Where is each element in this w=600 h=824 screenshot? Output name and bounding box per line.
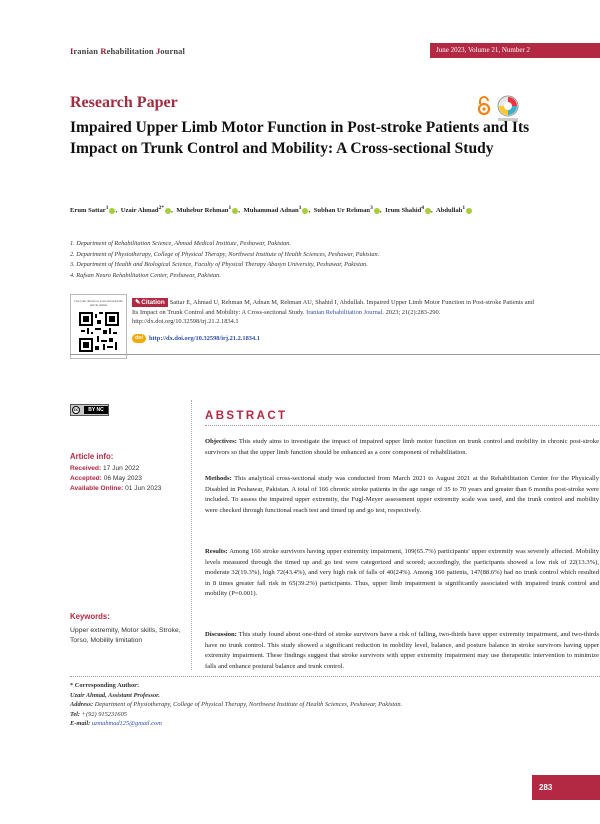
methods-text: This analytical cross-sectional study was conducted from March 2021 to August 2021 at the Rehabilitation Center for the Physically Disabled in Peshawar, Pakistan. A total of 166 chronic stroke patients in the age range of 35 to 70 years and greater than 6 months post-stroke were included. To assess the impaired upper extremity, the Fugl-Meyer assessment upper extremity scale was used, and the trunk control and mobility were checked through functional reach test and timed up and go test, respectively. [205, 475, 599, 514]
citation-journal-link[interactable]: Iranian Rehabilitation Journal. [306, 308, 385, 316]
orcid-icon[interactable] [466, 208, 472, 214]
abstract-discussion [205, 630, 599, 672]
citation-label-text: Citation [141, 299, 165, 306]
author[interactable]: Muhebur Rehman$^1$ , [176, 205, 240, 215]
author-affil: 3 [370, 205, 373, 211]
author-name: Erum Sattar [70, 207, 106, 215]
discussion-text: This study found about one-third of stroke survivors have a risk of falling, two-thirds have upper extremity impairment, and two-thirds have no trunk control. This study showed a significant reduction in mobility level, balance, and posture balance in stroke survivors having upper extremity impairment. These findings suggest that stroke survivors with upper extremity impairment may use therapeutic intervention to minimize falls and enhance postural balance and trunk control. [205, 631, 599, 670]
citation-label [132, 298, 168, 307]
doi-icon: doi [132, 334, 146, 343]
abstract-methods [205, 474, 599, 516]
page-number: 283 [532, 775, 600, 800]
online-label: Available Online: [70, 485, 124, 492]
discussion-head: Discussion: [205, 631, 237, 638]
methods-head: Methods: [205, 475, 232, 482]
author-affil: 1 [298, 205, 302, 211]
affiliation: 1. Department of Rehabilitation Science, Ahmad Medical Institute, Peshawar, Pakistan. [70, 240, 291, 247]
author[interactable]: Erum Sattar$^1$ , [70, 205, 118, 215]
corresponding-tel [70, 710, 550, 720]
results-text: Among 166 stroke survivors having upper extremity impairment, 109(65.7%) participants' upper extremity was severely affected. Mobility levels measured through the timed up and go test were categorized and scored; accordingly, the participants showed a low risk of 22(13.3%), moderate 32(19.3%), high 72(43.4%), and very high risk of falls of 40(24%). Among 166 patients, 147(88.6%) had no trunk control which resulted in 8 times greater fall risk in 65(39.2%) participants. Thus, upper limb impairment is significantly associated with impaired trunk control and mobility (P=0.001). [205, 548, 599, 597]
corresponding-name: Uzair Ahmad, Assistant Professor. [70, 691, 160, 699]
results-head: Results: [205, 548, 228, 555]
qr-caption: Use your device to scan and read the article online [74, 299, 123, 308]
journal-word: ranian [73, 46, 101, 56]
article-type: Research Paper [70, 94, 178, 111]
author[interactable]: Subhan Ur Rehman$^3$ , [313, 205, 382, 215]
tel-label: Tel: [70, 710, 81, 718]
received-label: Received: [70, 465, 102, 472]
received-value: 17 Jun 2022 [103, 465, 140, 472]
abstract-heading: ABSTRACT [205, 410, 288, 422]
journal-initial: R [100, 46, 107, 56]
email-label: E-mail: [70, 720, 91, 727]
author[interactable] [436, 207, 472, 214]
journal-word: ehabilitation [106, 46, 156, 56]
corresponding-author [70, 681, 550, 729]
article-info [70, 452, 161, 494]
author-name: Uzair Ahmad [120, 207, 159, 215]
qr-code-icon[interactable] [79, 312, 119, 352]
author[interactable]: Uzair Ahmad$^{2*}$ , [120, 205, 173, 215]
citation-block [132, 298, 536, 327]
orcid-icon[interactable] [425, 208, 431, 214]
corresponding-heading: * Corresponding Author: [70, 682, 140, 689]
license-badge[interactable] [70, 404, 109, 416]
column-divider [191, 400, 192, 670]
author-affil: 2* [158, 205, 165, 211]
citation-text: Sattar E, Ahmad U, Rehman M, Adnan M, Rehman AU, Shahid I, Abdullah. Impaired Upper Limb Motor Function in Post-stroke Patients and Its Impact on Trunk Control and Mobility: A Cross-sectional Study. [132, 299, 534, 316]
corresponding-email [70, 719, 550, 729]
author-name: Subhan Ur Rehman [313, 207, 371, 215]
orcid-icon[interactable] [232, 208, 238, 214]
open-access-icon [477, 96, 491, 116]
author-name: Muhammad Adnan [243, 207, 299, 215]
corresponding-address [70, 700, 550, 710]
accepted-value: 06 May 2023 [103, 475, 142, 482]
pen-icon: ✎ [135, 299, 141, 306]
cc-icon: cc [73, 407, 79, 412]
author-affil: 1 [462, 205, 466, 211]
tel-value: +(92) 915231605 [80, 710, 127, 718]
journal-brand [70, 46, 185, 56]
issue-badge: June 2023, Volume 21, Number 2 [430, 43, 600, 58]
affiliation: 4. Rafsan Neuro Rehabilitation Center, Peshawar, Pakistan. [70, 271, 221, 279]
author-affil: 4 [421, 205, 424, 211]
divider [70, 676, 600, 677]
author-affil: 1 [105, 205, 109, 211]
article-title: Impaired Upper Limb Motor Function in Post-stroke Patients and Its Impact on Trunk Control and Mobility: A Cross-sectional Study [70, 119, 530, 157]
received-date [70, 464, 161, 474]
email-link[interactable]: uzmahmad125@gmail.com [91, 720, 162, 727]
doi-link[interactable]: http://dx.doi.org/10.32598/irj.21.2.1834.1 [149, 334, 260, 342]
journal-initial: J [155, 46, 161, 56]
abstract-results [205, 547, 599, 600]
orcid-icon[interactable] [165, 208, 171, 214]
affiliation-list [70, 239, 540, 281]
orcid-icon[interactable] [374, 208, 380, 214]
license-type: BY NC [84, 406, 108, 414]
article-info-heading: Article info: [70, 452, 114, 461]
keywords-heading: Keywords: [70, 612, 110, 621]
orcid-icon[interactable] [109, 208, 115, 214]
journal-word: ournal [160, 46, 185, 56]
objectives-head: Objectives: [205, 438, 237, 445]
abstract-objectives [205, 437, 599, 458]
orcid-icon[interactable] [302, 208, 308, 214]
abstract-divider [205, 425, 599, 426]
affiliation: 3. Department of Health and Biological Science, Faculty of Physical Therapy Abasyn University, Peshawar, Pakistan. [70, 261, 368, 268]
author-name: Muhebur Rehman [176, 207, 229, 215]
divider [70, 354, 600, 355]
author-name: Abdullah [435, 207, 463, 215]
author[interactable]: Irum Shahid$^4$ , [385, 205, 433, 215]
author[interactable]: Muhammad Adnan$^1$ , [243, 205, 311, 215]
keywords [70, 612, 182, 646]
citation-volume: 2023; 21(2):283-290. http://dx.doi.org/10.32598/irj.21.2.1834.1 [132, 308, 441, 326]
accepted-date [70, 474, 161, 484]
author-affil: 1 [228, 205, 232, 211]
author-list [70, 205, 540, 214]
objectives-text: This study aims to investigate the impact of impaired upper limb motor function on trunk control and mobility in chronic post-stroke survivors so that the upper limb function should be enhanced as a core component of rehabilitation. [205, 438, 599, 456]
affiliation: 2. Department of Physiotherapy, College of Physical Therapy, Northwest Institute of Health Sciences, Peshawar, Pakistan. [70, 250, 380, 258]
qr-box [70, 294, 127, 359]
accepted-label: Accepted: [70, 475, 102, 482]
journal-initial: I [70, 46, 74, 56]
author-name: Irum Shahid [385, 207, 422, 215]
online-date [70, 484, 161, 494]
doi-line [132, 334, 260, 343]
address-label: Address: [70, 701, 94, 708]
online-value: 01 Jun 2023 [125, 485, 162, 492]
address-value: Department of Physiotherapy, College of Physical Therapy, Northwest Institute of Health Sciences, Peshawar, Pakistan. [93, 701, 403, 708]
keywords-text: Upper extremity, Motor skills, Stroke, Torso, Mobility limitation [70, 627, 181, 644]
